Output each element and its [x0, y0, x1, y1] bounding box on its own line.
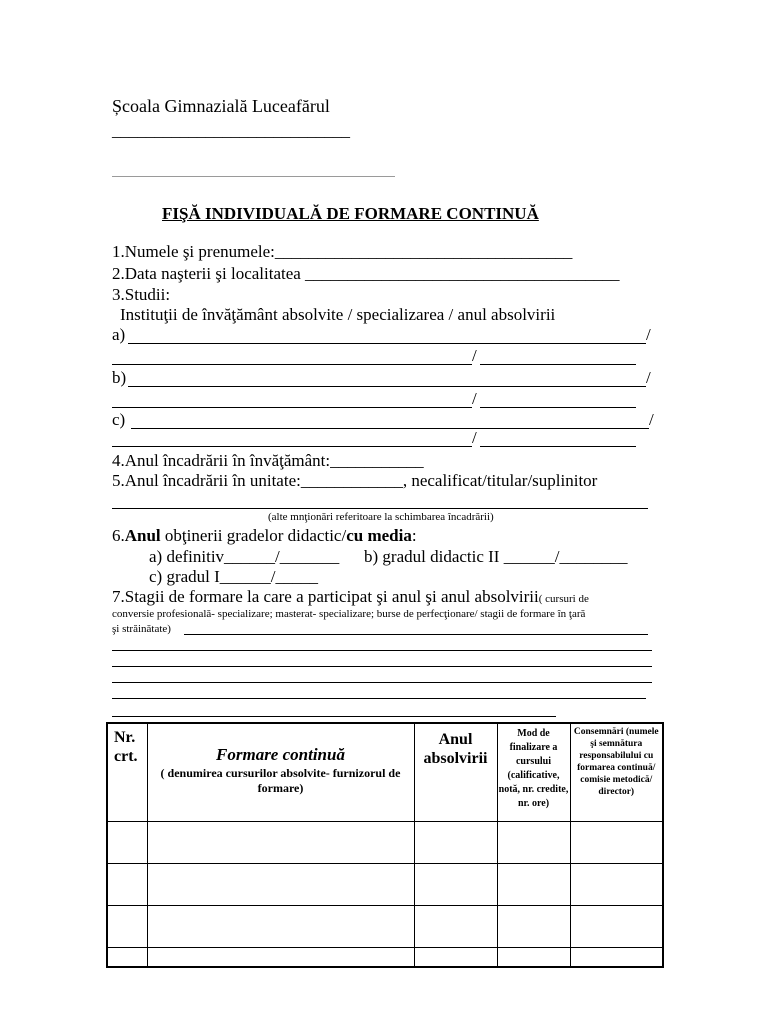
table-cell[interactable] [414, 863, 497, 905]
table-cell[interactable] [147, 905, 414, 947]
field-birth: 2.Data naşterii şi localitatea _____________________________________ [112, 264, 620, 283]
training-line-4 [112, 698, 646, 699]
table-row [107, 821, 663, 863]
table-row [107, 905, 663, 947]
training-label: 7.Stagii de formare la care a participat şi anul şi anul absolvirii [112, 587, 539, 606]
field-studies-sub: Instituţii de învăţământ absolvite / specializarea / anul absolvirii [120, 305, 556, 324]
table-cell[interactable] [107, 821, 147, 863]
degrees-bold-media: cu media [346, 526, 412, 545]
table-row [107, 863, 663, 905]
header-formare-title: Formare continuă [216, 745, 345, 764]
header-anul: Anul absolvirii [414, 723, 497, 821]
table-cell[interactable] [147, 863, 414, 905]
label-a: a) [112, 325, 126, 344]
table-cell[interactable] [147, 821, 414, 863]
label-c: c) [112, 410, 126, 429]
table-cell[interactable] [147, 947, 414, 967]
thin-divider [112, 176, 395, 177]
line-a3 [480, 364, 636, 365]
training-line-0 [184, 634, 648, 635]
field-training [112, 587, 589, 607]
training-line-3 [112, 682, 652, 683]
school-name: Școala Gimnazială Luceafărul [112, 96, 330, 116]
label-b: b) [112, 368, 127, 387]
field-studies: 3.Studii: [112, 285, 171, 304]
slash-a1: / [646, 325, 651, 344]
table-cell[interactable] [414, 905, 497, 947]
table-cell[interactable] [497, 905, 570, 947]
table-cell[interactable] [107, 947, 147, 967]
header-formare-sub: ( denumirea cursurilor absolvite- furnizorul de formare) [160, 766, 401, 795]
table-cell[interactable] [570, 863, 663, 905]
training-line-5 [112, 716, 556, 717]
slash-b1: / [646, 368, 651, 387]
field-employment-education: 4.Anul încadrării în învăţământ:___________ [112, 451, 424, 470]
training-note-3: şi străinătate) [112, 623, 171, 635]
field-employment-unit: 5.Anul încadrării în unitate:____________, necalificat/titular/suplinitor [112, 471, 598, 490]
training-line-1 [112, 650, 652, 651]
slash-b2: / [472, 389, 477, 408]
training-line-2 [112, 666, 652, 667]
training-note-1: ( cursuri de [538, 593, 589, 605]
page-title: FIŞĂ INDIVIDUALĂ DE FORMARE CONTINUĂ [162, 204, 539, 223]
header-formare [147, 723, 414, 821]
line-b3 [480, 407, 636, 408]
table-cell[interactable] [570, 905, 663, 947]
table-cell[interactable] [497, 947, 570, 967]
table-cell[interactable] [570, 821, 663, 863]
line-b1 [128, 386, 646, 387]
degrees-bold-anul: Anul [124, 526, 161, 545]
line-c3 [480, 446, 636, 447]
table-row [107, 947, 663, 967]
table-cell[interactable] [497, 821, 570, 863]
table-cell[interactable] [497, 863, 570, 905]
line-c2 [112, 446, 472, 447]
field-degree-c: c) gradul I______/_____ [149, 567, 319, 586]
line-a1 [128, 343, 646, 344]
header-nr-crt: Nr. crt. [107, 723, 147, 821]
header-mod: Mod de finalizare a cursului (calificative, notă, nr. credite, nr. ore) [497, 723, 570, 821]
degrees-end: : [411, 526, 417, 545]
table-cell[interactable] [107, 863, 147, 905]
line-f5 [112, 508, 648, 509]
field-name: 1.Numele şi prenumele:___________________________________ [112, 242, 573, 261]
slash-c2: / [472, 428, 477, 447]
field-degrees [112, 526, 417, 546]
table-header-row [107, 723, 663, 821]
table-cell[interactable] [107, 905, 147, 947]
school-underline: ____________________________ [112, 121, 350, 140]
degrees-mid: obţinerii gradelor didactic/ [160, 526, 347, 545]
line-c1 [131, 428, 649, 429]
degrees-number: 6. [112, 526, 125, 545]
header-consemnari: Consemnări (numele şi semnătura responsabilului cu formarea continuă/ comisie metodică/ director) [570, 723, 663, 821]
line-a2 [112, 364, 472, 365]
slash-c1: / [649, 410, 654, 429]
note-employment: (alte mnţionări referitoare la schimbarea încadrării) [268, 511, 494, 523]
training-table [106, 722, 664, 968]
field-degree-a: a) definitiv______/_______ [149, 547, 340, 566]
slash-a2: / [472, 346, 477, 365]
table-cell[interactable] [414, 947, 497, 967]
line-b2 [112, 407, 472, 408]
training-note-2: conversie profesională- specializare; masterat- specializare; burse de perfecţionare/ stagii de formare în ţară [112, 608, 586, 620]
field-degree-b: b) gradul didactic II ______/________ [364, 547, 628, 566]
table-cell[interactable] [570, 947, 663, 967]
table-cell[interactable] [414, 821, 497, 863]
